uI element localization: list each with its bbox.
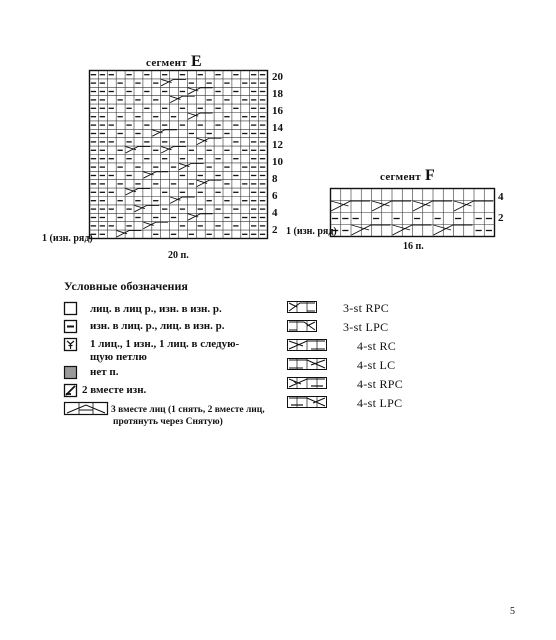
segment-e-row-4: 4 [272, 207, 278, 219]
segment-f-stitch-count: 16 п. [403, 241, 424, 252]
legend-cable-3st-rpc: 3-st RPC [343, 301, 390, 315]
legend-item-p2tog: 2 вместе изн. [82, 384, 147, 396]
segment-e-letter: E [190, 53, 202, 70]
segment-e-chart [89, 70, 269, 240]
legend-item-sk2p-line2: протянуть через Снятую) [113, 417, 223, 427]
legend-title: Условные обозначения [64, 279, 188, 293]
4st-rc-icon [287, 339, 327, 351]
4st-lpc-icon [287, 396, 327, 408]
legend-item-increase [90, 338, 239, 364]
segment-f-letter: F [424, 167, 436, 184]
legend-item-knit: лиц. в лиц р., изн. в изн. р. [90, 303, 222, 315]
4st-rpc-icon [287, 377, 327, 389]
legend-item-increase-line2: щую петлю [90, 351, 147, 363]
4st-lc-icon [287, 358, 327, 370]
legend-cable-4st-lc: 4-st LC [357, 358, 396, 372]
segment-e-row-14: 14 [272, 122, 283, 134]
segment-e-row-16: 16 [272, 105, 283, 117]
segment-e-row-10: 10 [272, 156, 283, 168]
segment-e-row-18: 18 [272, 88, 283, 100]
segment-f-start-row: 1 (изн. ряд) [286, 226, 337, 237]
k1p1k1-icon [64, 338, 77, 351]
legend-cable-4st-rpc: 4-st RPC [357, 377, 404, 391]
segment-e-row-12: 12 [272, 139, 283, 151]
segment-f-row-2: 2 [498, 212, 504, 224]
segment-e-row-20: 20 [272, 71, 283, 83]
3st-lpc-icon [287, 320, 317, 332]
segment-e-title [146, 53, 202, 71]
legend-item-sk2p [111, 404, 265, 428]
dash-square-icon [64, 320, 77, 333]
gray-square-icon [64, 366, 77, 379]
segment-e-row-6: 6 [272, 190, 278, 202]
legend-item-increase-line1: 1 лиц., 1 изн., 1 лиц. в следую- [90, 338, 240, 350]
legend-cable-3st-lpc: 3-st LPC [343, 320, 389, 334]
segment-f-chart [330, 188, 496, 238]
sk2p-icon [64, 402, 108, 415]
segment-e-start-row: 1 (изн. ряд) [42, 233, 93, 244]
legend-item-sk2p-line1: 3 вместе лиц (1 снять, 2 вместе лиц, [111, 405, 265, 415]
segment-e-row-2: 2 [272, 224, 278, 236]
page-number: 5 [510, 606, 515, 617]
segment-f-grid [331, 189, 495, 237]
segment-e-stitch-count: 20 п. [168, 250, 189, 261]
segment-e-row-8: 8 [272, 173, 278, 185]
segment-f-title [380, 167, 435, 185]
p2tog-icon [64, 384, 77, 397]
segment-f-row-4: 4 [498, 191, 504, 203]
legend-item-purl: изн. в лиц. р., лиц. в изн. р. [90, 320, 225, 332]
legend-cable-4st-rc: 4-st RC [357, 339, 397, 353]
empty-square-icon [64, 302, 77, 315]
segment-f-title-word: сегмент [380, 171, 421, 183]
legend-cable-4st-lpc: 4-st LPC [357, 396, 403, 410]
3st-rpc-icon [287, 301, 317, 313]
segment-e-title-word: сегмент [146, 57, 187, 69]
legend-item-no-stitch: нет п. [90, 366, 119, 378]
segment-e-grid [90, 71, 268, 239]
